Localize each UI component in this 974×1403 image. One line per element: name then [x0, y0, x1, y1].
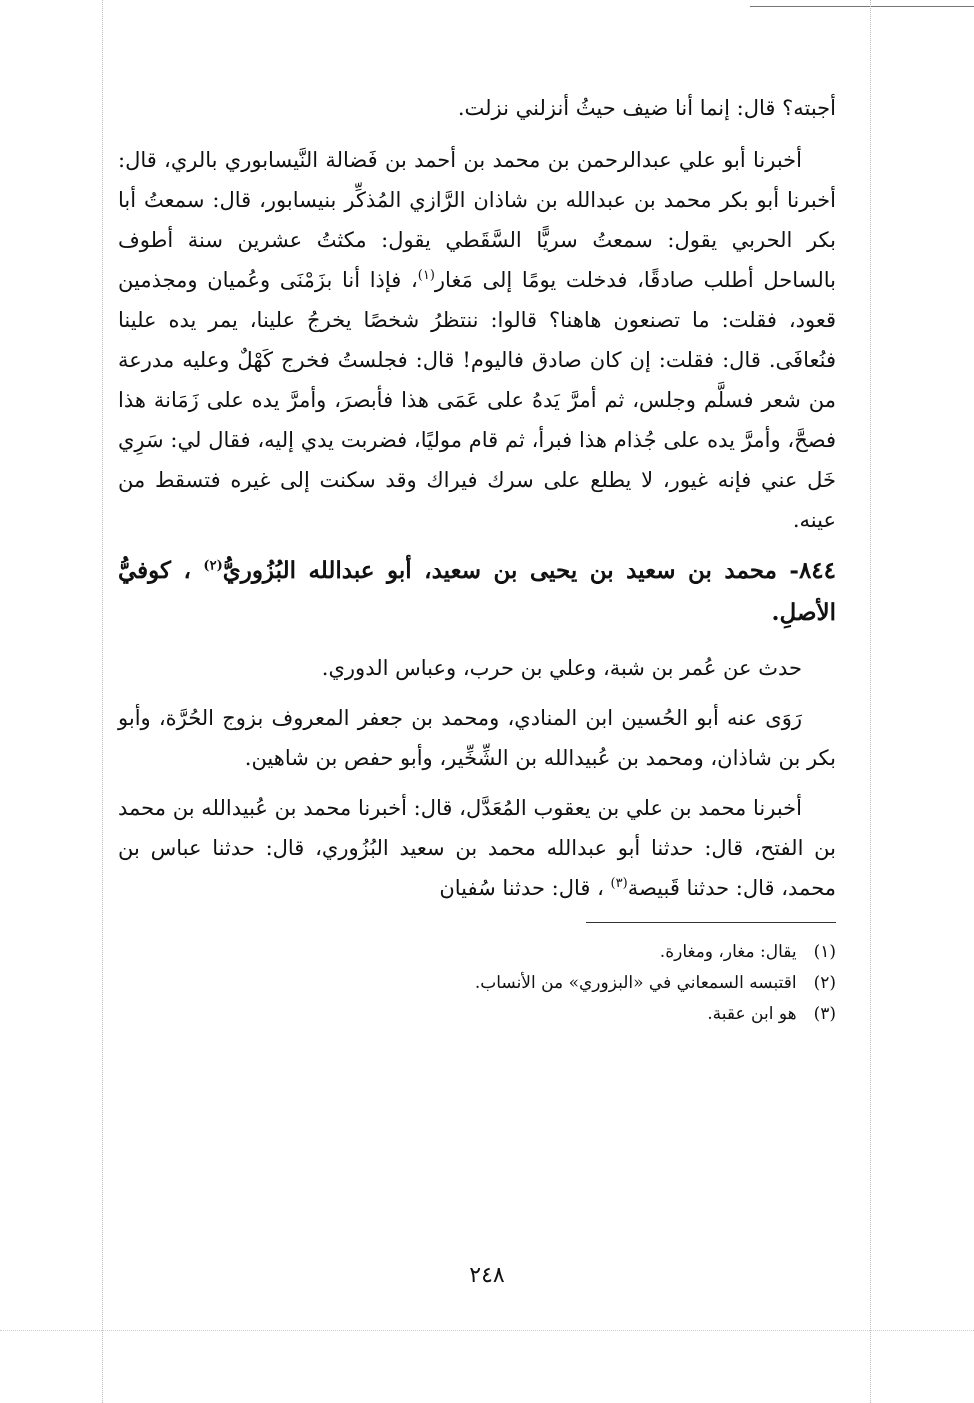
footnote-divider — [586, 922, 836, 923]
footnote-text: يقال: مغار، ومغارة. — [659, 942, 797, 962]
footnote-text: اقتبسه السمعاني في «البزوري» من الأنساب. — [474, 973, 797, 993]
footnote-number: (٢) — [813, 973, 836, 993]
paragraph — [118, 648, 836, 688]
entry-heading — [118, 550, 836, 634]
scan-edge-line — [750, 6, 974, 7]
footnote — [118, 937, 836, 968]
scan-guide-line — [870, 0, 871, 1403]
footnote-ref: (١) — [417, 268, 435, 283]
paragraph-text: أجبته؟ قال: إنما أنا ضيف حيثُ أنزلني نزلت. — [457, 96, 836, 120]
footnote-text: هو ابن عقبة. — [707, 1004, 797, 1024]
footnotes — [118, 937, 836, 1030]
paragraph — [118, 140, 836, 540]
footnote-number: (١) — [813, 942, 836, 962]
footnote — [118, 968, 836, 999]
paragraph-text: حدث عن عُمر بن شبة، وعلي بن حرب، وعباس الدوري. — [321, 656, 802, 680]
heading-text: ٨٤٤- محمد بن سعيد بن يحيى بن سعيد، أبو عبدالله البُزُوريُّ — [222, 557, 836, 584]
scan-guide-line — [0, 1330, 974, 1331]
paragraph — [118, 698, 836, 778]
heading-text: ، كوفيُّ الأصلِ. — [118, 557, 836, 626]
paragraph-text: ، فإذا أنا بزَمْنَى وعُميان ومجذمين قعود، فقلت: ما تصنعون هاهنا؟ قالوا: ننتظرُ شخصًا يخرجُ علينا، يمر يده علينا فنُعافَى. قال: فقلت: إن كان صادق فاليوم! قال: فجلستُ فخرج كَهْلٌ وعليه مدرعة من شعر فسلَّم وجلس، ثم أمرَّ يَدهُ على عَمَى هذا فأبصرَ، وأمرَّ يده على زَمَانة هذا فصحَّ، وأمرَّ يده على جُذام هذا فبرأ، ثم قام موليًا، فضربت يدي إليه، فقال لي: سَرِي خَل عني فإنه غيور، لا يطلع على سرك فيراك وقد سكنت إلى غيره فتسقط من عينه. — [118, 268, 836, 532]
paragraph — [118, 88, 836, 128]
paragraph — [118, 788, 836, 908]
paragraph-text: رَوَى عنه أبو الحُسين ابن المنادي، ومحمد بن جعفر المعروف بزوج الحُرَّة، وأبو بكر بن شاذان، ومحمد بن عُبيدالله بن الشِّخِّير، وأبو حفص بن شاهين. — [118, 706, 836, 770]
page-number: ٢٤٨ — [469, 1263, 505, 1288]
footnote-number: (٣) — [813, 1004, 836, 1024]
paragraph-text: أخبرنا محمد بن علي بن يعقوب المُعَدَّل، قال: أخبرنا محمد بن عُبيدالله بن محمد بن الفتح، قال: حدثنا أبو عبدالله محمد بن سعيد البُزُوري، قال: حدثنا عباس بن محمد، قال: حدثنا قَبيصة — [118, 796, 836, 900]
book-page — [118, 88, 836, 1030]
paragraph-text: ، قال: حدثنا سُفيان — [439, 876, 604, 900]
scan-guide-line — [102, 0, 103, 1403]
footnote-ref: (٢) — [203, 558, 223, 574]
footnote — [118, 999, 836, 1030]
paragraph-text: أخبرنا أبو علي عبدالرحمن بن محمد بن أحمد بن فَضالة النَّيسابوري بالري، قال: أخبرنا أبو بكر محمد بن عبدالله بن شاذان الرَّازي المُذكِّر بنيسابور، قال: سمعتُ أبا بكر الحربي يقول: سمعتُ سريًّا السَّقَطي يقول: مكثتُ عشرين سنة أطوف بالساحل أطلب صادقًا، فدخلت يومًا إلى مَغار — [118, 148, 836, 292]
footnote-ref: (٣) — [610, 876, 628, 891]
